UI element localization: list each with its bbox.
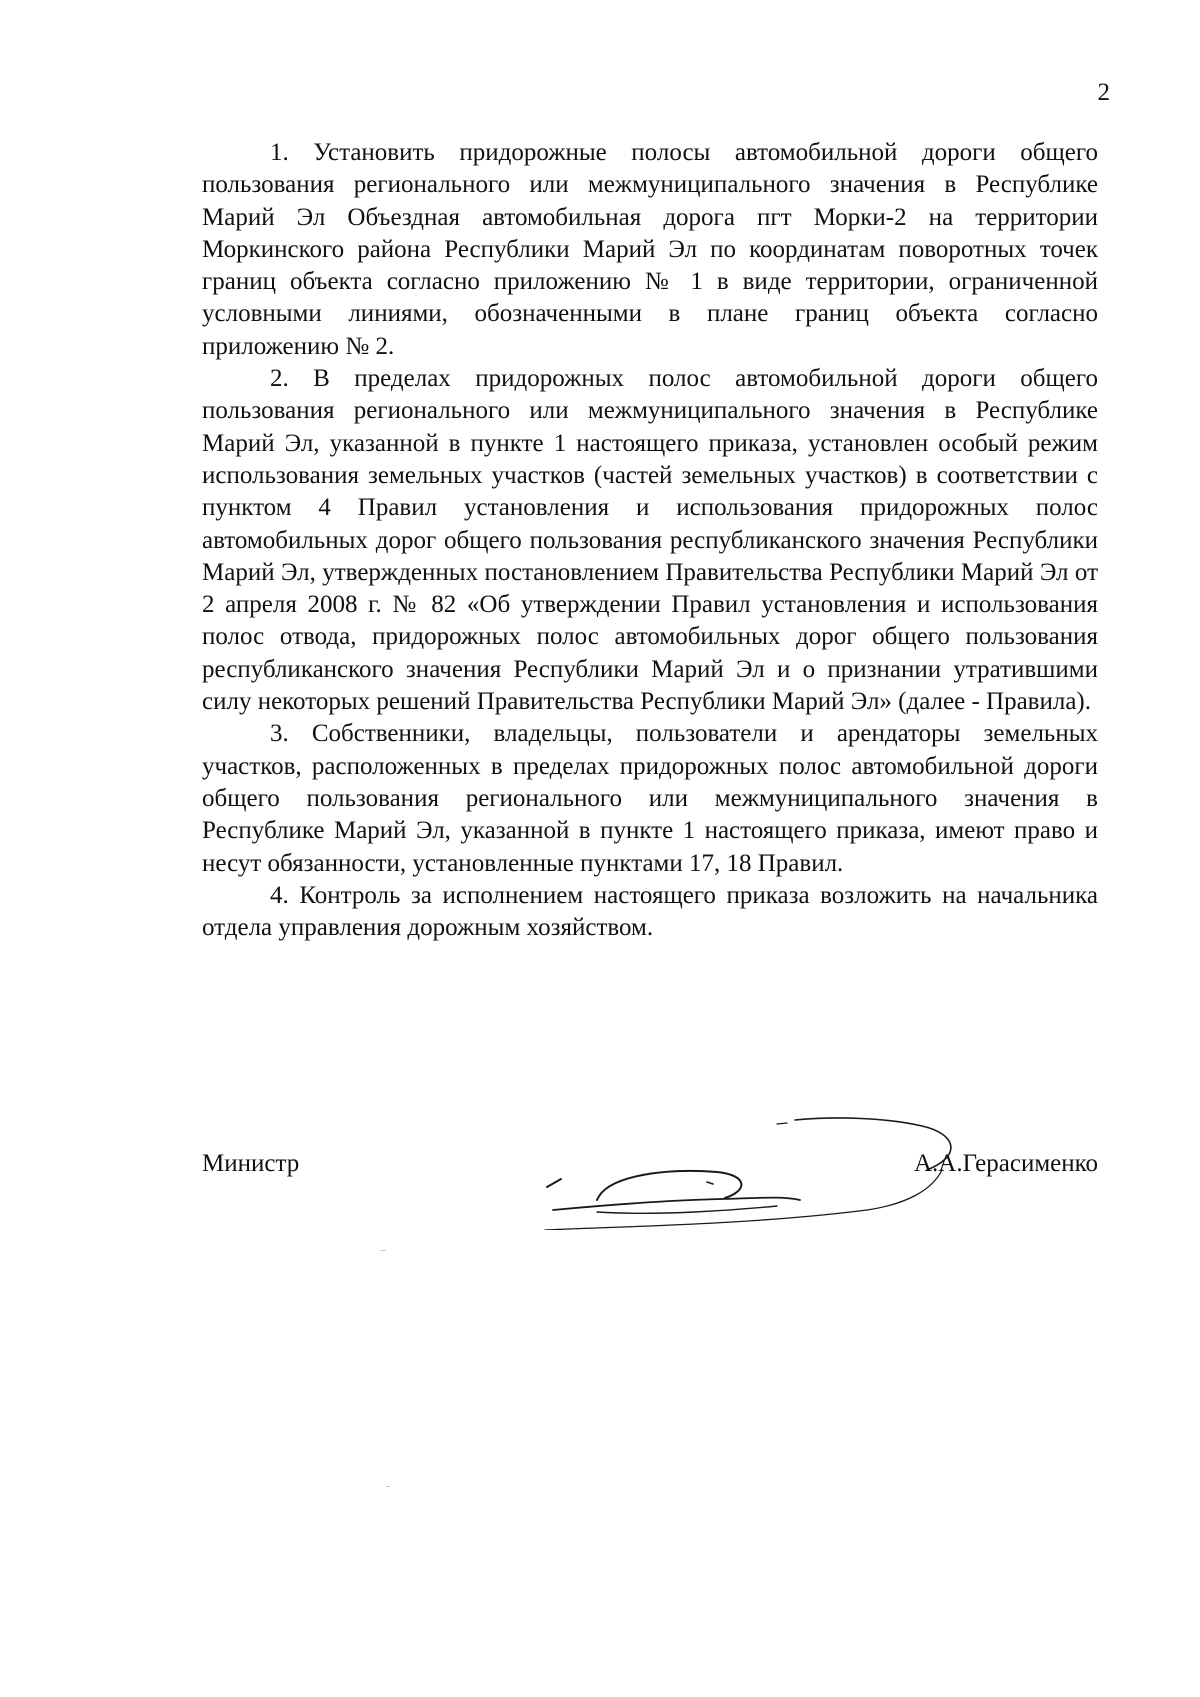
signer-name: А.А.Герасименко: [914, 1150, 1098, 1177]
paragraph-3: 3. Собственники, владельцы, пользователи и арендаторы земельных участков, расположенных в пределах придорожных полос автомобильной дороги общего пользования регионального или межмуниципального значения в Республике Марий Эл, указанной в пункте 1 настоящего приказа, имеют право и несут обязанности, установленные пунктами 17, 18 Правил.: [202, 720, 1098, 877]
signer-title: Министр: [202, 1150, 300, 1177]
paragraph-1: 1. Установить придорожные полосы автомобильной дороги общего пользования регионального или межмуниципального значения в Республике Марий Эл Объездная автомобильная дорога пгт Морки-2 на территории Моркинского района Республики Марий Эл по координатам поворотных точек границ объекта согласно приложению № 1 в виде территории, ограниченной условными линиями, обозначенными в плане границ объекта согласно приложению № 2.: [202, 139, 1098, 360]
document-body: [202, 137, 1098, 944]
signature-block: [202, 1140, 1098, 1260]
page-number: 2: [1097, 79, 1110, 106]
scan-artifact: [380, 1250, 386, 1251]
scan-artifact: [386, 1486, 390, 1487]
paragraph-4: 4. Контроль за исполнением настоящего приказа возложить на начальника отдела управления дорожным хозяйством.: [202, 881, 1098, 942]
paragraph-2: 2. В пределах придорожных полос автомобильной дороги общего пользования регионального или межмуниципального значения в Республике Марий Эл, указанной в пункте 1 настоящего приказа, установлен особый режим использования земельных участков (частей земельных участков) в соответствии с пунктом 4 Правил установления и использования придорожных полос автомобильных дорог общего пользования республиканского значения Республики Марий Эл, утвержденных постановлением Правительства Республики Марий Эл от 2 апреля 2008 г. № 82 «Об утверждении Правил установления и использования полос отвода, придорожных полос автомобильных дорог общего пользования республиканского значения Республики Марий Эл и о признании утратившими силу некоторых решений Правительства Республики Марий Эл» (далее - Правила).: [202, 365, 1098, 716]
